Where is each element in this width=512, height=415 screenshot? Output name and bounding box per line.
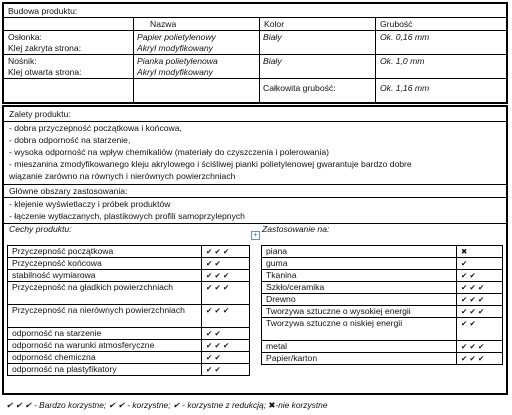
use-on-title: Zastosowanie na: <box>262 224 330 234</box>
material-label: Papier/karton <box>262 353 457 365</box>
table-row <box>8 364 250 376</box>
legend-text: -nie korzystne <box>275 400 328 410</box>
legend-mark: ✖ <box>268 400 276 410</box>
table-row <box>262 306 503 318</box>
legend-mark: ✔ <box>172 400 180 410</box>
row-label: Nośnik: <box>8 56 37 66</box>
table-row <box>262 246 503 258</box>
divider <box>4 30 506 31</box>
divider <box>4 197 506 198</box>
material-label: Tkanina <box>262 270 457 282</box>
table-row <box>8 282 250 305</box>
legend-mark: ✔ ✔ <box>108 400 125 410</box>
divider <box>375 18 376 102</box>
table-row <box>8 352 250 364</box>
product-structure-box <box>2 2 508 104</box>
table-row <box>262 258 503 270</box>
legend-mark: ✔ ✔ ✔ <box>6 400 32 410</box>
table-row <box>8 258 250 270</box>
rating-mark: ✔ ✔ <box>202 258 250 270</box>
features-table <box>7 245 250 376</box>
table-row <box>262 270 503 282</box>
row-name: Papier polietylenowy <box>137 32 216 42</box>
divider <box>4 121 506 122</box>
feature-label: Przyczepność na gładkich powierzchniach <box>8 282 202 305</box>
feature-label: odporność na starzenie <box>8 328 202 340</box>
advantage-line: - dobra odporność na starzenie, <box>9 135 131 145</box>
rating-mark: ✔ ✔ ✔ <box>202 282 250 305</box>
table-row <box>262 353 503 365</box>
table-row <box>262 318 503 341</box>
material-label: metal <box>262 341 457 353</box>
table-row <box>8 305 250 328</box>
divider <box>133 18 134 102</box>
material-label: Tworzywa sztuczne o wysokiej energii <box>262 306 457 318</box>
rating-mark: ✔ ✔ ✔ <box>457 294 503 306</box>
feature-label: Przyczepność początkowa <box>8 246 202 258</box>
feature-label: odporność na warunki atmosferyczne <box>8 340 202 352</box>
feature-label: stabilność wymiarowa <box>8 270 202 282</box>
feature-label: odporność na plastyfikatory <box>8 364 202 376</box>
divider <box>4 184 506 185</box>
material-label: Szkło/ceramika <box>262 282 457 294</box>
row-thickness: Ok. 0,16 mm <box>380 32 430 42</box>
rating-mark: ✔ ✔ ✔ <box>457 341 503 353</box>
row-color: Biały <box>263 56 282 66</box>
product-structure-title: Budowa produktu: <box>8 6 78 16</box>
table-row <box>8 270 250 282</box>
rating-mark: ✖ <box>457 246 503 258</box>
total-thickness-value: Ok. 1,16 mm <box>380 83 430 93</box>
advantages-title: Zalety produktu: <box>9 109 71 119</box>
applications-table <box>261 245 503 365</box>
rating-mark: ✔ ✔ <box>202 364 250 376</box>
material-label: guma <box>262 258 457 270</box>
header-color: Kolor <box>264 19 285 29</box>
feature-label: Przyczepność końcowa <box>8 258 202 270</box>
table-row <box>8 246 250 258</box>
legend-text: - korzystne; <box>124 400 171 410</box>
rating-legend <box>6 400 327 410</box>
advantage-line: - dobra przyczepność początkowa i końcowa, <box>9 123 182 133</box>
total-thickness-label: Całkowita grubość: <box>263 83 336 93</box>
material-label: piana <box>262 246 457 258</box>
material-label: Drewno <box>262 294 457 306</box>
row-label: Klej zakryta strona: <box>8 43 82 53</box>
features-title: Cechy produktu: <box>9 224 72 234</box>
header-thickness: Grubość <box>380 19 413 29</box>
rating-mark: ✔ ✔ <box>457 270 503 282</box>
divider <box>4 223 506 224</box>
table-row <box>262 282 503 294</box>
application-area-line: - łączenie wytłaczanych, plastikowych profili samoprzylepnych <box>9 211 245 221</box>
divider <box>4 54 506 55</box>
row-name: Akryl modyfikowany <box>137 67 213 77</box>
row-label: Klej otwarta strona: <box>8 67 82 77</box>
divider <box>4 17 506 18</box>
legend-text: - korzystne z redukcją; <box>179 400 266 410</box>
rating-mark: ✔ ✔ ✔ <box>202 305 250 328</box>
rating-mark: ✔ ✔ ✔ <box>457 282 503 294</box>
advantage-line: - mieszanina zmodyfikowanego kleju akrylowego i ściśliwej pianki polietylenowej gwarantuje bardzo dobre <box>9 159 412 169</box>
table-row <box>262 294 503 306</box>
legend-text: - Bardzo korzystne; <box>31 400 107 410</box>
application-areas-title: Główne obszary zastosowania: <box>9 186 128 196</box>
table-row <box>262 341 503 353</box>
row-color: Biały <box>263 32 282 42</box>
rating-mark: ✔ ✔ <box>202 328 250 340</box>
feature-label: odporność chemiczna <box>8 352 202 364</box>
divider <box>259 18 260 102</box>
advantage-line: wiązanie zarówno na równych i nierównych powierzchniach <box>9 171 236 181</box>
material-label: Tworzywa sztuczne o niskiej energii <box>262 318 457 341</box>
advantage-line: - wysoka odporność na wpływ chemikaliów (materiały do czyszczenia i polerowania) <box>9 147 330 157</box>
rating-mark: ✔ ✔ <box>202 352 250 364</box>
rating-mark: ✔ ✔ ✔ <box>202 246 250 258</box>
header-name: Nazwa <box>150 19 177 29</box>
application-area-line: - klejenie wyświetlaczy i próbek produktów <box>9 199 171 209</box>
move-handle-icon[interactable]: + <box>251 231 260 240</box>
row-label: Osłonka: <box>8 32 42 42</box>
divider <box>4 78 506 79</box>
rating-mark: ✔ ✔ ✔ <box>457 353 503 365</box>
table-row <box>8 340 250 352</box>
rating-mark: ✔ ✔ ✔ <box>202 340 250 352</box>
rating-mark: ✔ ✔ ✔ <box>457 306 503 318</box>
row-thickness: Ok. 1,0 mm <box>380 56 425 66</box>
rating-mark: ✔ ✔ <box>457 318 503 341</box>
rating-mark: ✔ ✔ ✔ <box>202 270 250 282</box>
feature-label: Przyczepność na nierównych powierzchniach <box>8 305 202 328</box>
table-row <box>8 328 250 340</box>
row-name: Akryl modyfikowany <box>137 43 213 53</box>
rating-mark: ✔ <box>457 258 503 270</box>
row-name: Pianka polietylenowa <box>137 56 218 66</box>
